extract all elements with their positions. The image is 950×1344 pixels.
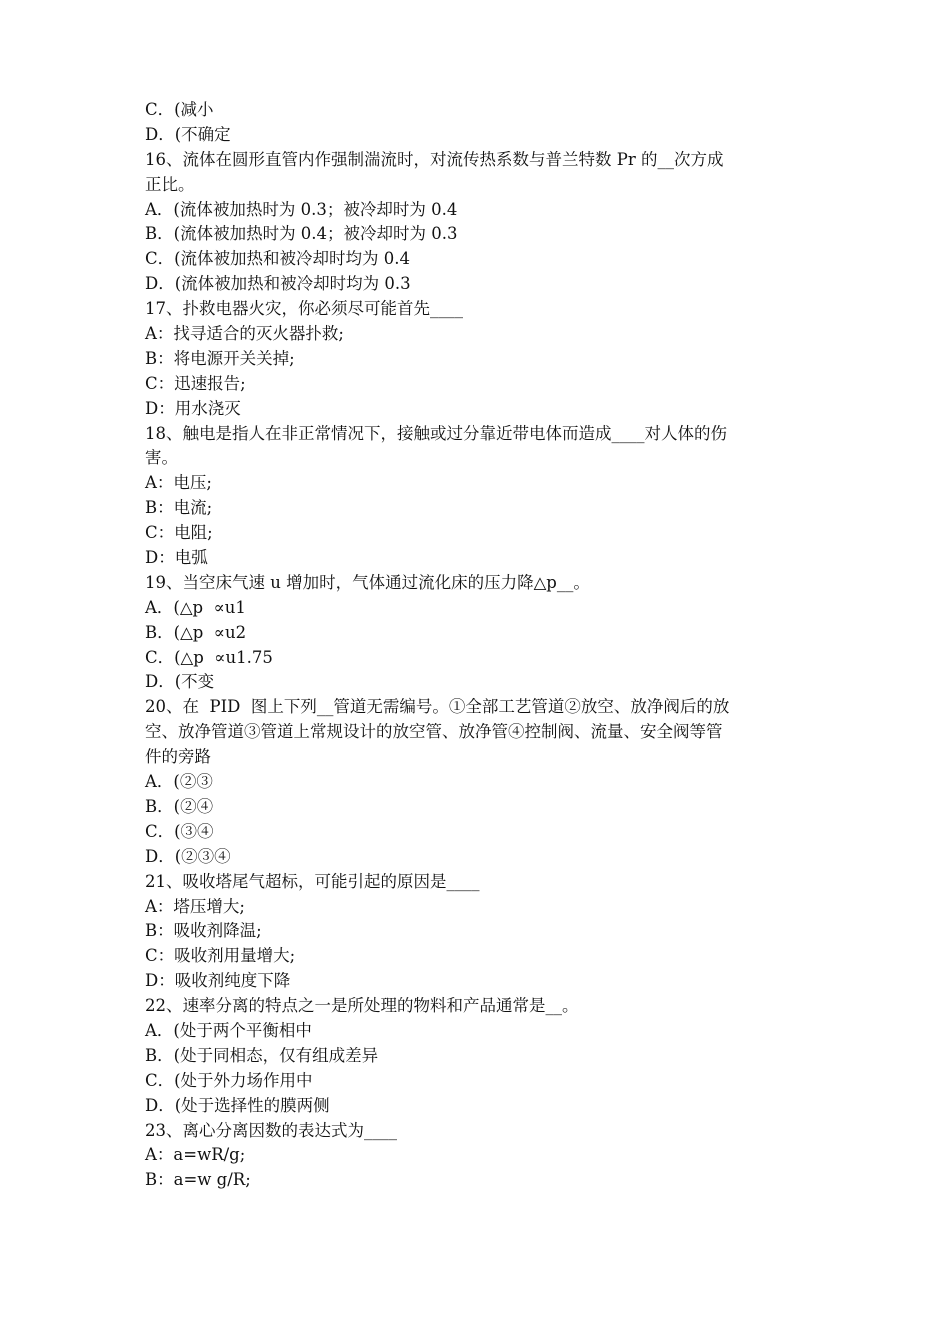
option-line: A．(△p ∝u1: [145, 597, 246, 617]
option-line: D．(②③④: [145, 846, 231, 866]
question-19: 19、当空床气速 u 增加时，气体通过流化床的压力降△p__。: [145, 572, 590, 592]
option-line: A：找寻适合的灭火器扑救;: [145, 324, 344, 344]
option-line: C．(处于外力场作用中: [145, 1070, 313, 1090]
option-line: B．(△p ∝u2: [145, 622, 247, 642]
option-line: B：电流;: [145, 498, 213, 518]
text-line: D．(不确定: [145, 124, 231, 144]
option-line: D：吸收剂纯度下降: [145, 971, 291, 991]
question-17: 17、扑救电器火灾，你必须尽可能首先____: [145, 299, 463, 319]
option-line: C．(③④: [145, 821, 214, 841]
option-line: D．(不变: [145, 672, 215, 692]
option-line: C：吸收剂用量增大;: [145, 946, 296, 966]
option-line: B：a=w g/R;: [145, 1170, 251, 1190]
option-line: C．(△p ∝u1.75: [145, 647, 273, 667]
option-line: B．(处于同相态，仅有组成差异: [145, 1045, 379, 1065]
question-20: 20、在 PID 图上下列__管道无需编号。①全部工艺管道②放空、放净阀后的放: [145, 697, 730, 717]
option-line: C：电阻;: [145, 523, 213, 543]
option-line: C．(流体被加热和被冷却时均为 0.4: [145, 249, 411, 269]
text-line: 害。: [145, 448, 178, 468]
option-line: A：塔压增大;: [145, 896, 245, 916]
option-line: A．(②③: [145, 772, 213, 792]
question-18: 18、触电是指人在非正常情况下，接触或过分靠近带电体而造成____对人体的伤: [145, 423, 727, 443]
option-line: A．(流体被加热时为 0.3；被冷却时为 0.4: [145, 199, 458, 219]
question-16: 16、流体在圆形直管内作强制湍流时，对流传热系数与普兰特数 Pr 的__次方成: [145, 149, 724, 169]
option-line: D．(流体被加热和被冷却时均为 0.3: [145, 274, 411, 294]
document-page: [145, 98, 815, 1193]
text-line: 正比。: [145, 174, 195, 194]
question-23: 23、离心分离因数的表达式为____: [145, 1120, 397, 1140]
option-line: D：电弧: [145, 548, 208, 568]
option-line: B．(②④: [145, 796, 214, 816]
option-line: D：用水浇灭: [145, 398, 241, 418]
text-line: 空、放净管道③管道上常规设计的放空管、放净管④控制阀、流量、安全阀等管: [145, 722, 723, 742]
option-line: B：吸收剂降温;: [145, 921, 262, 941]
question-22: 22、速率分离的特点之一是所处理的物料和产品通常是__。: [145, 996, 579, 1016]
option-line: B：将电源开关关掉;: [145, 348, 295, 368]
text-line: C．(减小: [145, 100, 214, 119]
option-line: D．(处于选择性的膜两侧: [145, 1095, 330, 1115]
option-line: C：迅速报告;: [145, 373, 246, 393]
option-line: A：电压;: [145, 473, 212, 493]
text-line: 件的旁路: [145, 747, 211, 767]
option-line: B．(流体被加热时为 0.4；被冷却时为 0.3: [145, 224, 458, 244]
option-line: A．(处于两个平衡相中: [145, 1020, 312, 1040]
question-21: 21、吸收塔尾气超标，可能引起的原因是____: [145, 871, 480, 891]
option-line: A：a=wR/g;: [145, 1145, 246, 1165]
